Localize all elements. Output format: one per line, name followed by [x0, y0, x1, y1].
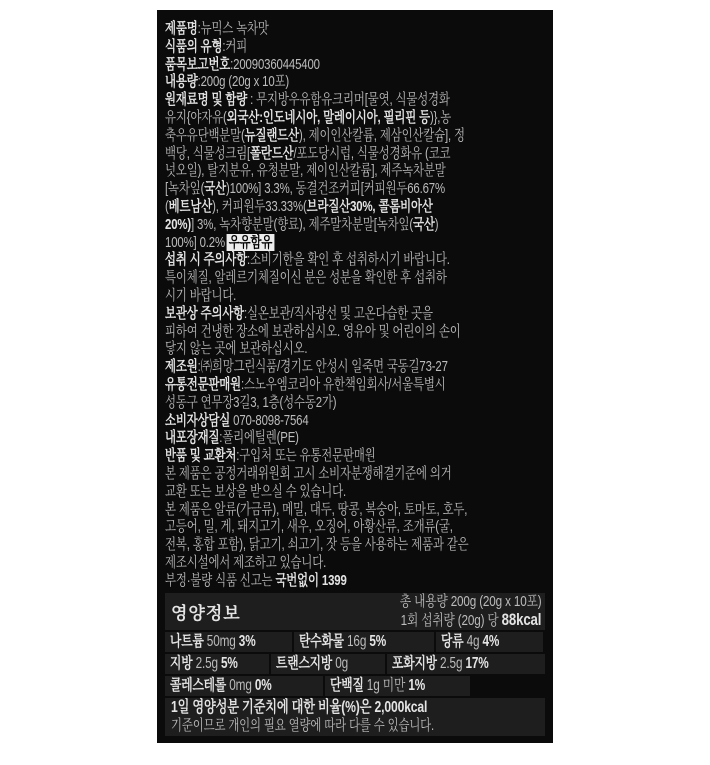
label-line-text	[165, 340, 307, 358]
label-segment: 원재료명 및 함량	[165, 91, 248, 109]
label-segment: ] 3%, 녹차향분말(향료), 제주말차분말[녹차잎(	[191, 215, 413, 233]
label-segment: )100%] 3.3%, 동결건조커피[커피원두66.67%	[225, 180, 445, 198]
nutrient-label: 콜레스테롤	[170, 676, 227, 694]
label-line-text	[165, 234, 274, 252]
label-line-text	[165, 73, 289, 91]
nutrient-daily-pct: 4%	[482, 632, 500, 650]
nutrition-facts-box	[165, 593, 545, 736]
label-line	[165, 501, 545, 519]
label-segment: 본 제품은 공정거래위원회 고시 소비자분쟁해결기준에 의거	[165, 464, 452, 482]
label-line-text	[165, 572, 347, 590]
label-line-text	[165, 376, 446, 394]
nutrition-serving-info	[360, 593, 541, 630]
label-segment: 소비자상담실	[165, 411, 231, 429]
label-text-block	[165, 20, 545, 590]
label-line-text	[165, 394, 336, 412]
label-line	[165, 340, 545, 358]
nutrient-value: 16g	[343, 632, 370, 650]
milk-allergen-highlight: 우유함유	[226, 234, 274, 251]
label-line	[165, 127, 545, 145]
label-segment: 교환 또는 보상을 받으실 수 있습니다.	[165, 482, 347, 500]
label-line	[165, 536, 545, 554]
label-segment: :200g (20g x 10포)	[197, 73, 290, 91]
label-segment: 고등어, 밀, 게, 돼지고기, 새우, 오징어, 아황산류, 조개류(굴,	[165, 518, 453, 536]
nutrient-label: 당류	[441, 632, 464, 650]
label-line	[165, 109, 545, 127]
nutrition-cell-text	[299, 633, 386, 651]
total-amount-line: 총 내용량 200g (20g x 10포)	[399, 592, 541, 610]
nutrition-cell-sugars	[436, 632, 543, 652]
label-line-text	[165, 554, 326, 572]
label-segment: 제조원	[165, 358, 198, 376]
nutrition-row	[165, 654, 545, 674]
nutrition-footnote	[165, 698, 545, 736]
label-line-text	[165, 305, 433, 323]
label-segment: 백당, 식물성크림[	[165, 144, 251, 162]
nutrition-header-row	[165, 593, 545, 630]
label-line	[165, 269, 545, 287]
label-segment: 성동구 연무장3길3, 1층(성수동2가)	[165, 393, 337, 411]
label-segment: 뉴질랜드산	[244, 126, 299, 144]
label-line	[165, 180, 545, 198]
label-segment: 베트남산	[168, 197, 213, 215]
label-line-text	[165, 412, 309, 430]
label-line	[165, 145, 545, 163]
label-segment: 070-8098-7564	[230, 411, 309, 429]
label-segment: 유지{야자유(	[165, 108, 227, 126]
nutrient-label: 나트륨	[170, 632, 204, 650]
label-line	[165, 412, 545, 430]
label-line-text	[165, 162, 446, 180]
label-segment: :스노우엠코리아 유한책임회사/서울특별시	[241, 375, 446, 393]
label-segment: :㈜희망그린식품/경기도 안성시 일죽면 국동길73-27	[197, 358, 448, 376]
label-line	[165, 554, 545, 572]
label-segment: 부정·불량 식품 신고는	[165, 571, 276, 589]
label-line	[165, 572, 545, 590]
label-line-text	[165, 109, 451, 127]
nutrition-cell-carbohydrate	[294, 632, 434, 652]
label-segment: 특이체질, 알레르기체질이신 분은 성분을 확인한 후 섭취하	[165, 269, 447, 287]
label-segment: )	[434, 215, 439, 233]
label-segment: 섭취 시 주의사항	[165, 251, 248, 269]
label-line-text	[165, 56, 320, 74]
label-line-text	[165, 180, 445, 198]
label-line	[165, 20, 545, 38]
label-segment: 넛오일), 탈지분유, 유청분말, 제이인산칼륨], 제주녹차분말	[165, 162, 446, 180]
label-line-text	[165, 483, 346, 501]
label-segment: ), 커피원두33.33%(	[212, 197, 307, 215]
label-segment: 유통전문판매원	[165, 375, 242, 393]
label-segment: 제품명	[165, 20, 198, 37]
label-line-text	[165, 38, 247, 56]
nutrient-daily-pct: 17%	[465, 654, 489, 672]
nutrient-daily-pct: 5%	[221, 654, 238, 672]
label-segment: 피하여 건냉한 장소에 보관하십시오. 영유아 및 어린이의 손이	[165, 322, 461, 340]
footnote-line-1: 1일 영양성분 기준치에 대한 비율(%)은 2,000kcal	[171, 698, 428, 716]
nutrition-cell-trans-fat	[271, 654, 385, 674]
label-line	[165, 305, 545, 323]
per-serving-line: 1회 섭취량 (20g) 당 88kcal	[400, 609, 541, 629]
nutrition-cell-text	[276, 655, 348, 673]
label-line-text	[165, 465, 452, 483]
label-segment: :폴리에틸렌(PE)	[219, 429, 299, 447]
nutrition-cell-text	[170, 655, 238, 673]
nutrition-cell-text	[330, 677, 425, 695]
kcal-value: 88kcal	[501, 609, 541, 629]
label-segment: 축우유단백분말(	[165, 126, 245, 144]
nutrition-cell-text	[170, 633, 256, 651]
nutrition-row	[165, 632, 545, 652]
nutrient-value: 2.5g	[192, 654, 222, 672]
label-line-text	[165, 20, 269, 38]
nutrition-cell-sodium	[165, 632, 292, 652]
label-segment: 100%] 0.2%	[165, 233, 225, 251]
label-line	[165, 287, 545, 305]
label-segment: 본 제품은 알류(가금류), 메밀, 대두, 땅콩, 복숭아, 토마토, 호두,	[165, 500, 468, 518]
label-line	[165, 483, 545, 501]
nutrient-label: 포화지방	[392, 654, 437, 672]
label-segment: 브라질산30%, 콜롬비아산	[306, 197, 433, 215]
label-line-text	[165, 127, 465, 145]
label-line	[165, 91, 545, 109]
label-segment: :소비기한을 확인 후 섭취하시기 바랍니다.	[247, 251, 450, 269]
nutrition-cell-cholesterol	[165, 676, 323, 696]
nutrient-label: 지방	[170, 654, 193, 672]
label-segment: :구입처 또는 유통전문판매원	[236, 447, 376, 465]
label-line	[165, 234, 545, 252]
label-line-text	[165, 251, 450, 269]
nutrient-value: 50mg	[203, 632, 239, 650]
label-segment: 내포장재질	[165, 429, 220, 447]
label-line-text	[165, 287, 236, 305]
label-segment: : 무지방우유함유크리머[물엿, 식물성경화	[247, 91, 450, 109]
label-segment: /포도당시럽, 식물성경화유 (코코	[293, 144, 451, 162]
label-line	[165, 465, 545, 483]
footnote-line-2: 기준이므로 개인의 필요 열량에 따라 다를 수 있습니다.	[171, 717, 435, 735]
product-info-label-panel	[157, 10, 553, 743]
nutrient-daily-pct: 3%	[238, 632, 256, 650]
nutrient-daily-pct: 1%	[408, 676, 426, 694]
nutrition-cell-text	[441, 633, 499, 651]
label-line	[165, 447, 545, 465]
label-segment: [녹차잎(	[165, 180, 205, 198]
label-segment: :실온보관/직사광선 및 고온다습한 곳을	[244, 304, 433, 322]
label-segment: 시기 바랍니다.	[165, 286, 237, 304]
label-line	[165, 216, 545, 234]
label-line-text	[165, 536, 469, 554]
label-line-text	[165, 518, 453, 536]
label-line-text	[165, 358, 448, 376]
label-line	[165, 251, 545, 269]
nutrition-cell-saturated-fat	[387, 654, 545, 674]
nutrition-cell-text	[170, 677, 272, 695]
label-segment: 20%)	[165, 215, 192, 233]
label-line	[165, 73, 545, 91]
label-segment: 국산	[412, 215, 435, 233]
label-line	[165, 323, 545, 341]
label-segment: 폴란드산	[250, 144, 294, 162]
label-line-text	[165, 447, 376, 465]
label-line-text	[165, 91, 450, 109]
label-segment: 전복, 홍합 포함), 닭고기, 쇠고기, 잣 등을 사용하는 제품과 같은	[165, 536, 469, 554]
nutrient-value: 2.5g	[436, 654, 466, 672]
nutrient-value: 1g 미만	[363, 676, 409, 694]
label-line	[165, 38, 545, 56]
nutrition-row	[165, 676, 545, 696]
label-line-text	[165, 216, 438, 234]
label-segment: (	[165, 197, 169, 215]
nutrition-title: 영양정보	[171, 603, 241, 623]
label-line	[165, 518, 545, 536]
label-line-text	[165, 145, 450, 163]
nutrient-value: 4g	[463, 632, 483, 650]
label-segment: 국번없이 1399	[275, 571, 347, 589]
nutrition-cell-text	[392, 655, 489, 673]
label-line	[165, 358, 545, 376]
label-segment: ), 제이인산칼륨, 제삼인산칼슘], 정	[298, 126, 465, 144]
nutrient-value: 0mg	[226, 676, 255, 694]
nutrition-cell-fat	[165, 654, 269, 674]
label-segment: 국산	[204, 180, 226, 198]
label-line	[165, 394, 545, 412]
label-segment: :뉴믹스 녹차맛	[197, 20, 269, 37]
label-line	[165, 56, 545, 74]
label-line	[165, 376, 545, 394]
nutrition-rows	[165, 632, 545, 696]
nutrient-value: 0g	[332, 654, 349, 672]
label-segment: 닿지 않는 곳에 보관하십시오.	[165, 340, 308, 358]
label-line-text	[165, 323, 461, 341]
label-segment: :20090360445400	[230, 55, 320, 73]
label-segment: 제조시설에서 제조하고 있습니다.	[165, 553, 327, 571]
nutrition-cell-protein	[325, 676, 470, 696]
label-segment: 내용량	[165, 73, 198, 91]
label-line-text	[165, 269, 447, 287]
label-line	[165, 198, 545, 216]
label-segment: 외국산:인도네시아, 말레이시아, 필리핀 등	[226, 108, 430, 126]
label-segment: 식품의 유형	[165, 37, 223, 55]
label-line	[165, 162, 545, 180]
label-segment: 보관상 주의사항	[165, 304, 245, 322]
nutrient-label: 트랜스지방	[276, 654, 333, 672]
label-segment: )},농	[429, 108, 452, 126]
label-segment: 반품 및 교환처	[165, 447, 237, 465]
label-segment: 품목보고번호	[165, 55, 231, 73]
label-line-text	[165, 198, 433, 216]
label-segment: :커피	[222, 37, 248, 55]
label-line-text	[165, 501, 467, 519]
label-line-text	[165, 429, 299, 447]
nutrient-daily-pct: 5%	[369, 632, 387, 650]
nutrient-daily-pct: 0%	[254, 676, 272, 694]
nutrient-label: 탄수화물	[299, 632, 344, 650]
nutrient-label: 단백질	[330, 676, 364, 694]
label-line	[165, 429, 545, 447]
